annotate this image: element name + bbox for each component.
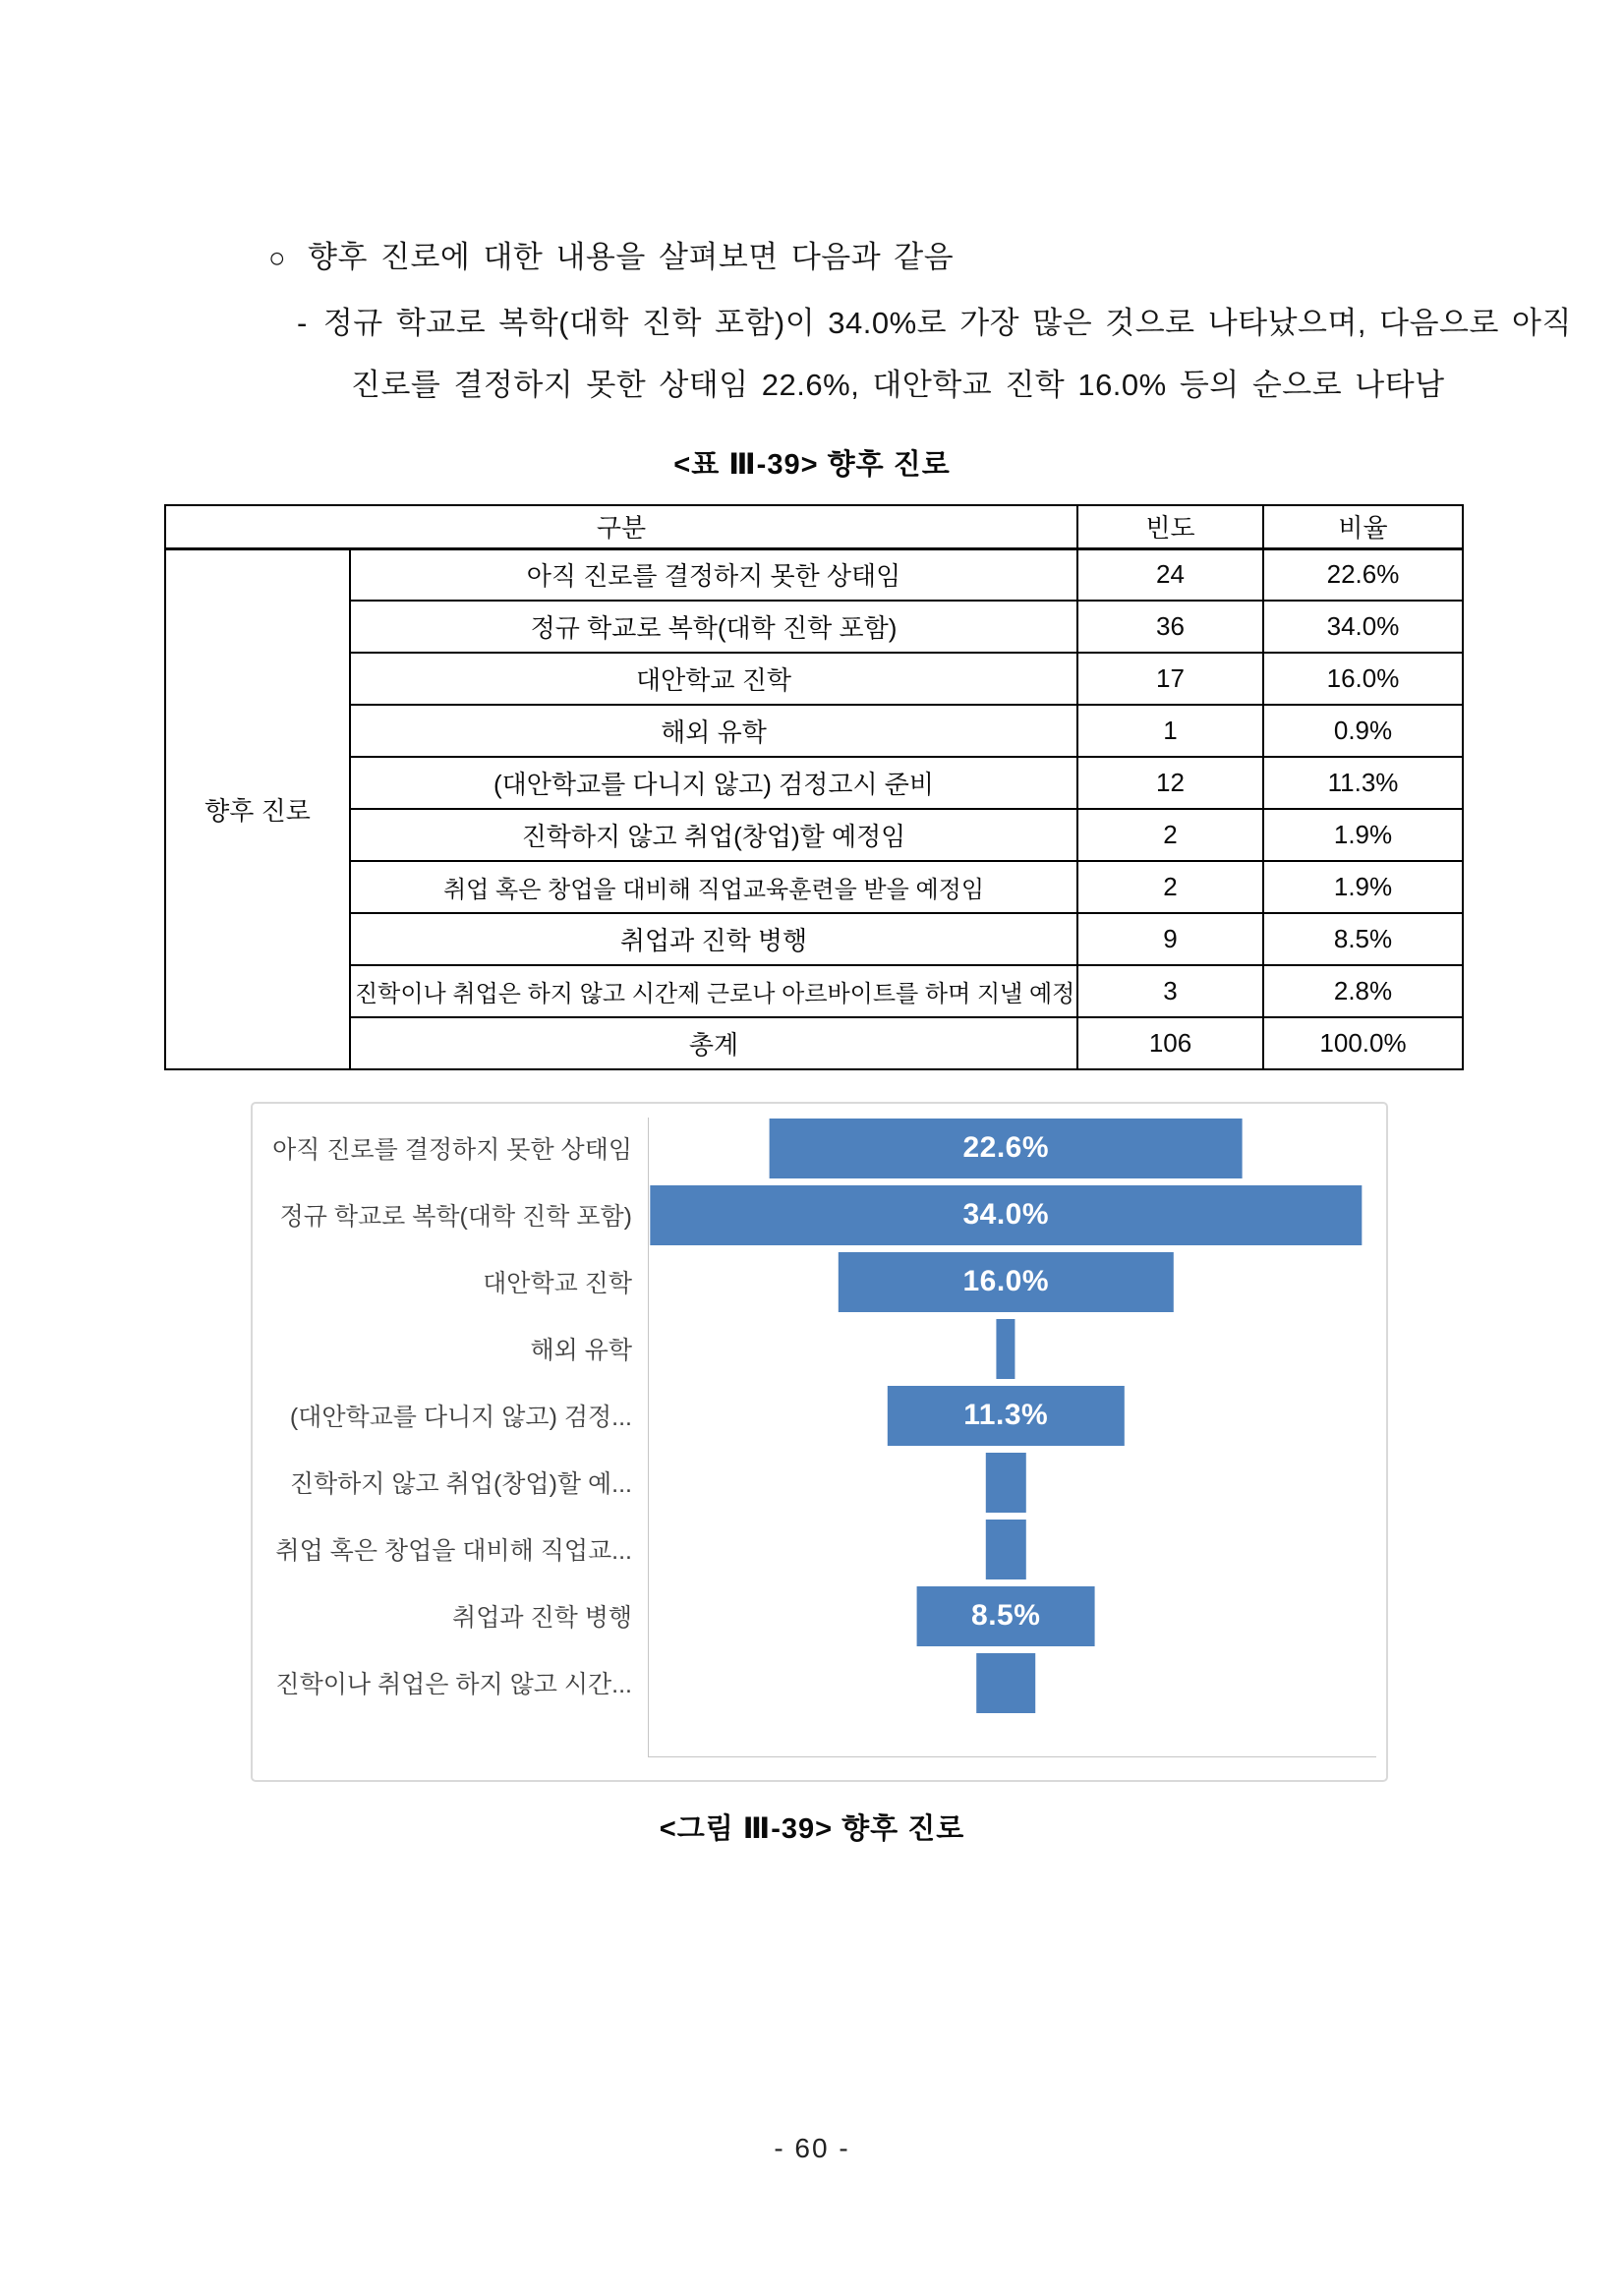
chart-bar bbox=[976, 1653, 1035, 1713]
table-row bbox=[165, 705, 1463, 757]
chart-row bbox=[253, 1382, 1386, 1449]
table-title: <표 Ⅲ-39> 향후 진로 bbox=[673, 449, 951, 481]
chart-category-label: 취업과 진학 병행 bbox=[452, 1604, 632, 1632]
chart-bar-value-label: 11.3% bbox=[963, 1399, 1049, 1431]
table-cell-ratio: 16.0% bbox=[1263, 653, 1463, 705]
table-cell-ratio: 11.3% bbox=[1263, 757, 1463, 809]
chart-bar bbox=[839, 1252, 1173, 1312]
table-cell-item: 대안학교 진학 bbox=[350, 653, 1077, 705]
chart-bar-value-label: 8.5% bbox=[971, 1599, 1041, 1632]
table-cell-item: 정규 학교로 복학(대학 진학 포함) bbox=[350, 601, 1077, 653]
chart-bar bbox=[986, 1520, 1025, 1579]
table-row bbox=[165, 913, 1463, 965]
table-cell-ratio: 34.0% bbox=[1263, 601, 1463, 653]
figure-caption: <그림 Ⅲ-39> 향후 진로 bbox=[659, 1813, 965, 1845]
chart-plot-area bbox=[648, 1586, 1386, 1646]
header-cell-ratio: 비율 bbox=[1263, 505, 1463, 548]
table-row bbox=[165, 965, 1463, 1017]
chart-plot-area bbox=[648, 1520, 1386, 1579]
chart-category-label: 대안학교 진학 bbox=[483, 1270, 632, 1297]
table-cell-frequency: 24 bbox=[1077, 548, 1263, 601]
table-row bbox=[165, 653, 1463, 705]
chart-horizontal-axis-line bbox=[648, 1756, 1376, 1757]
chart-bar bbox=[888, 1386, 1124, 1446]
table-cell-ratio: 1.9% bbox=[1263, 861, 1463, 913]
table-cell-item: 해외 유학 bbox=[350, 705, 1077, 757]
header-cell-category: 구분 bbox=[165, 505, 1077, 548]
intro-bullet-line bbox=[268, 232, 954, 276]
intro-bullet-text: 향후 진로에 대한 내용을 살펴보면 다음과 같음 bbox=[308, 240, 955, 274]
table-cell-item: (대안학교를 다니지 않고) 검정고시 준비 bbox=[350, 757, 1077, 809]
chart-plot-area bbox=[648, 1319, 1386, 1379]
table-cell-ratio: 100.0% bbox=[1263, 1017, 1463, 1069]
chart-row bbox=[253, 1649, 1386, 1716]
career-bar-chart bbox=[251, 1102, 1388, 1782]
chart-bar bbox=[770, 1119, 1243, 1178]
chart-row bbox=[253, 1315, 1386, 1382]
chart-row bbox=[253, 1449, 1386, 1516]
table-cell-frequency: 3 bbox=[1077, 965, 1263, 1017]
chart-bar bbox=[986, 1453, 1025, 1513]
circle-bullet-icon: ○ bbox=[268, 243, 287, 274]
chart-category-label: 정규 학교로 복학(대학 진학 포함) bbox=[279, 1203, 632, 1231]
table-body bbox=[165, 548, 1463, 1069]
table-cell-frequency: 12 bbox=[1077, 757, 1263, 809]
dash-bullet-icon: - bbox=[297, 306, 308, 340]
table-cell-frequency: 36 bbox=[1077, 601, 1263, 653]
table-cell-item: 진학하지 않고 취업(창업)할 예정임 bbox=[350, 809, 1077, 861]
table-cell-frequency: 2 bbox=[1077, 809, 1263, 861]
career-table-header bbox=[165, 505, 1463, 548]
chart-plot-area bbox=[648, 1386, 1386, 1446]
table-cell-frequency: 17 bbox=[1077, 653, 1263, 705]
table-cell-item: 아직 진로를 결정하지 못한 상태임 bbox=[350, 548, 1077, 601]
header-cell-frequency: 빈도 bbox=[1077, 505, 1263, 548]
table-cell-item: 취업 혹은 창업을 대비해 직업교육훈련을 받을 예정임 bbox=[350, 861, 1077, 913]
chart-plot-area bbox=[648, 1185, 1386, 1245]
table-cell-ratio: 8.5% bbox=[1263, 913, 1463, 965]
chart-row bbox=[253, 1516, 1386, 1582]
chart-category-label: 아직 진로를 결정하지 못한 상태임 bbox=[272, 1136, 632, 1164]
table-cell-ratio: 2.8% bbox=[1263, 965, 1463, 1017]
table-row bbox=[165, 601, 1463, 653]
chart-bar bbox=[651, 1185, 1362, 1245]
table-row bbox=[165, 548, 1463, 601]
chart-bar-value-label: 22.6% bbox=[962, 1131, 1050, 1164]
chart-row bbox=[253, 1115, 1386, 1181]
table-cell-frequency: 1 bbox=[1077, 705, 1263, 757]
table-cell-ratio: 22.6% bbox=[1263, 548, 1463, 601]
table-cell-item: 총계 bbox=[350, 1017, 1077, 1069]
page-number: - 60 - bbox=[774, 2133, 850, 2163]
chart-category-label: 취업 혹은 창업을 대비해 직업교... bbox=[275, 1537, 632, 1565]
table-cell-item: 취업과 진학 병행 bbox=[350, 913, 1077, 965]
career-table bbox=[164, 504, 1464, 1070]
chart-category-label: (대안학교를 다니지 않고) 검정... bbox=[289, 1404, 632, 1431]
chart-bar-value-label: 34.0% bbox=[962, 1198, 1050, 1231]
chart-row bbox=[253, 1181, 1386, 1248]
intro-sub-line-2: 진로를 결정하지 못한 상태임 22.6%, 대안학교 진학 16.0% 등의 순으로 나타남 bbox=[351, 368, 1445, 402]
chart-bar bbox=[917, 1586, 1095, 1646]
table-row bbox=[165, 757, 1463, 809]
table-group-cell: 향후 진로 bbox=[165, 548, 350, 1069]
chart-category-label: 진학이나 취업은 하지 않고 시간... bbox=[275, 1671, 632, 1698]
table-row bbox=[165, 809, 1463, 861]
intro-sub-text-1: 정규 학교로 복학(대학 진학 포함)이 34.0%로 가장 많은 것으로 나타났으며, 다음으로 아직 bbox=[322, 306, 1572, 340]
intro-sub-line-1 bbox=[297, 298, 1572, 342]
table-row bbox=[165, 1017, 1463, 1069]
chart-plot-area bbox=[648, 1453, 1386, 1513]
chart-row bbox=[253, 1248, 1386, 1315]
chart-rows bbox=[253, 1115, 1386, 1716]
table-cell-frequency: 9 bbox=[1077, 913, 1263, 965]
table-cell-ratio: 0.9% bbox=[1263, 705, 1463, 757]
table-cell-item: 진학이나 취업은 하지 않고 시간제 근로나 아르바이트를 하며 지낼 예정 bbox=[350, 965, 1077, 1017]
table-cell-frequency: 2 bbox=[1077, 861, 1263, 913]
chart-row bbox=[253, 1582, 1386, 1649]
chart-bar-value-label: 16.0% bbox=[962, 1265, 1050, 1297]
chart-category-label: 해외 유학 bbox=[530, 1337, 632, 1364]
chart-plot-area bbox=[648, 1252, 1386, 1312]
chart-plot-area bbox=[648, 1653, 1386, 1713]
chart-bar bbox=[997, 1319, 1015, 1379]
table-row bbox=[165, 861, 1463, 913]
table-cell-ratio: 1.9% bbox=[1263, 809, 1463, 861]
chart-category-label: 진학하지 않고 취업(창업)할 예... bbox=[289, 1470, 632, 1498]
chart-plot-area bbox=[648, 1119, 1386, 1178]
table-cell-frequency: 106 bbox=[1077, 1017, 1263, 1069]
